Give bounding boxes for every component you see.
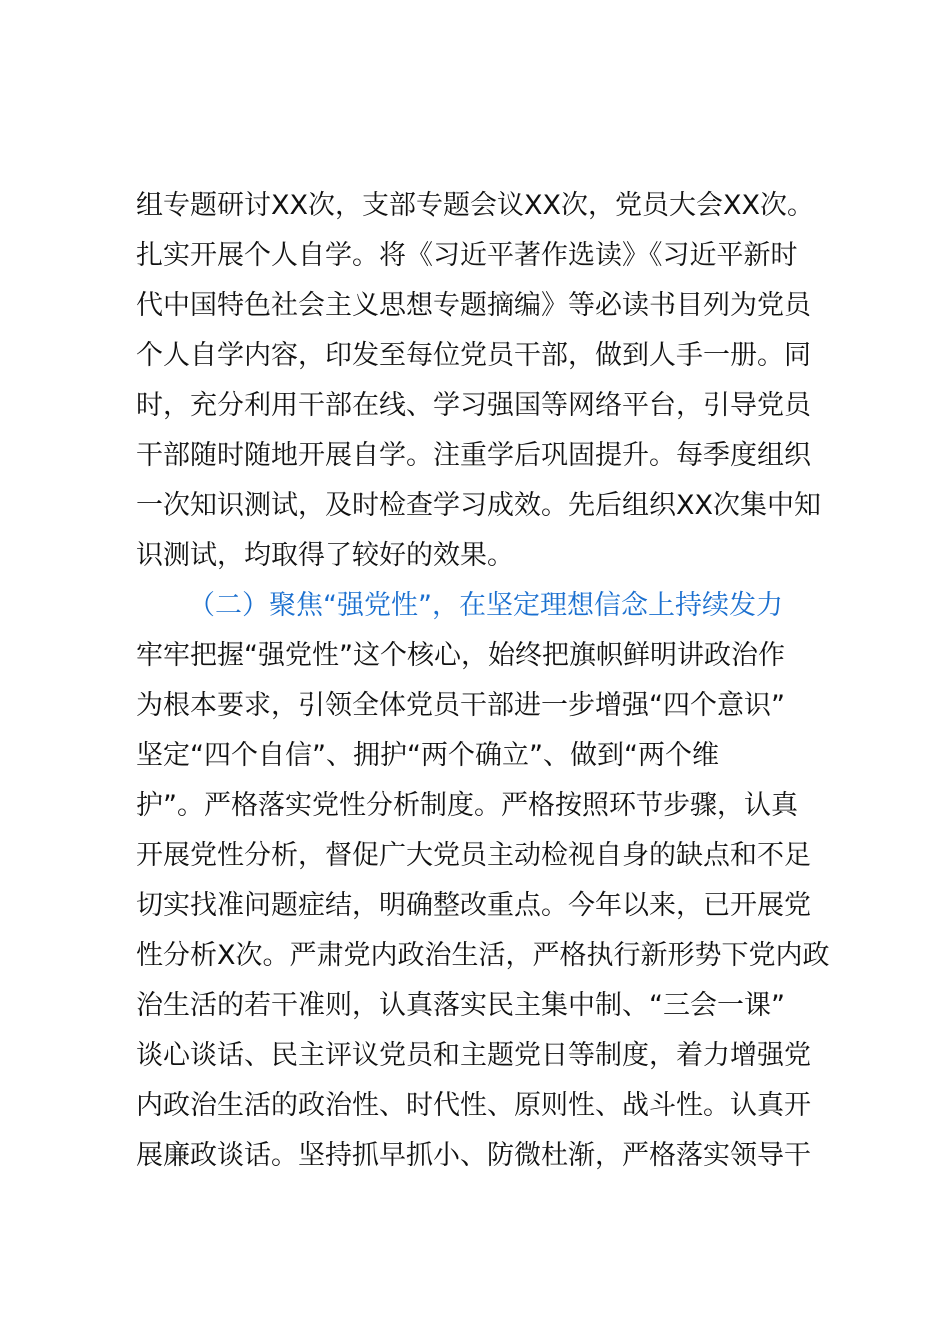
body-line: 识测试，均取得了较好的效果。 bbox=[136, 540, 514, 571]
body-line: 护”。严格落实党性分析制度。严格按照环节步骤，认真 bbox=[136, 790, 798, 821]
body-line: 扎实开展个人自学。将《习近平著作选读》《习近平新时 bbox=[136, 240, 798, 271]
body-line: 谈心谈话、民主评议党员和主题党日等制度，着力增强党 bbox=[136, 1040, 811, 1071]
body-line: 开展党性分析，督促广大党员主动检视自身的缺点和不足 bbox=[136, 840, 811, 871]
body-line: 个人自学内容，印发至每位党员干部，做到人手一册。同 bbox=[136, 340, 811, 371]
body-line: 牢牢把握“强党性”这个核心，始终把旗帜鲜明讲政治作 bbox=[136, 640, 785, 671]
document-body bbox=[136, 181, 856, 1181]
body-line: 治生活的若干准则，认真落实民主集中制、“三会一课” bbox=[136, 990, 785, 1021]
body-line: 为根本要求，引领全体党员干部进一步增强“四个意识” bbox=[136, 690, 785, 721]
body-line: 代中国特色社会主义思想专题摘编》等必读书目列为党员 bbox=[136, 290, 811, 321]
body-line: 展廉政谈话。坚持抓早抓小、防微杜渐，严格落实领导干 bbox=[136, 1140, 811, 1171]
body-line: 切实找准问题症结，明确整改重点。今年以来，已开展党 bbox=[136, 890, 811, 921]
body-line: 内政治生活的政治性、时代性、原则性、战斗性。认真开 bbox=[136, 1090, 811, 1121]
body-line: 坚定“四个自信”、拥护“两个确立”、做到“两个维 bbox=[136, 740, 719, 771]
body-line: 性分析X次。严肃党内政治生活，严格执行新形势下党内政 bbox=[136, 940, 830, 971]
body-line: 一次知识测试，及时检查学习成效。先后组织XX次集中知 bbox=[136, 490, 821, 521]
section-heading: （二）聚焦“强党性”，在坚定理想信念上持续发力 bbox=[188, 590, 783, 621]
body-line: 组专题研讨XX次，支部专题会议XX次，党员大会XX次。 bbox=[136, 190, 814, 221]
body-line: 干部随时随地开展自学。注重学后巩固提升。每季度组织 bbox=[136, 440, 811, 471]
body-line: 时，充分利用干部在线、学习强国等网络平台，引导党员 bbox=[136, 390, 811, 421]
